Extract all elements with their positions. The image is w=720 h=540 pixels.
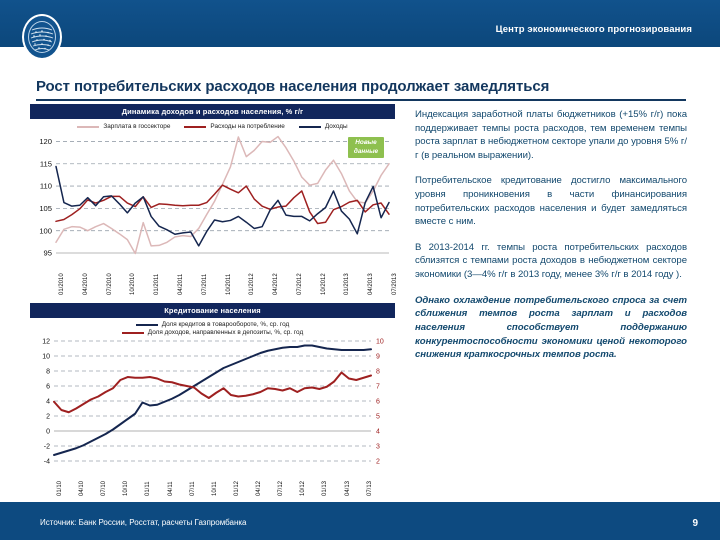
x-tick-label: 01/12 [233, 480, 240, 496]
svg-text:2: 2 [46, 413, 50, 421]
x-tick-label: 07/2012 [296, 273, 303, 295]
footer-band [0, 502, 720, 540]
svg-text:2: 2 [376, 458, 380, 465]
page-title: Рост потребительских расходов населения продолжает замедляться [36, 78, 550, 95]
chart-incomes-expenses [30, 104, 398, 297]
x-tick-label: 01/2011 [154, 273, 161, 295]
svg-text:0: 0 [46, 428, 50, 436]
x-tick-label: 04/10 [79, 480, 86, 496]
x-tick-label: 07/12 [278, 480, 285, 496]
svg-text:8: 8 [376, 368, 380, 376]
svg-text:95: 95 [43, 248, 52, 257]
commentary-paragraph: В 2013-2014 гг. темпы роста потребительских расходов сблизятся с темпами роста доходов в небюджетном секторе экономики (3—4% г/г в 2013 году, менее 3% г/г в 2014 году ). [415, 241, 687, 281]
legend-swatch-line [136, 324, 158, 326]
svg-text:105: 105 [39, 203, 52, 213]
x-tick-label: 04/12 [256, 480, 263, 496]
legend-label: Доля кредитов в товарообороте, %, ср. год [161, 321, 290, 328]
svg-text:3: 3 [376, 443, 380, 451]
chart2-title: Кредитование населения [30, 303, 395, 318]
x-tick-label: 04/13 [344, 480, 351, 496]
commentary-paragraph: Потребительское кредитование достигло максимального уровня проникновения в части финансирования потребительских расходов населения и будет замедляться вместе с ним. [415, 175, 687, 228]
x-tick-label: 01/10 [57, 480, 63, 496]
globe-emblem-logo-icon [22, 14, 62, 60]
legend-swatch-line [184, 126, 206, 128]
svg-text:4: 4 [46, 398, 50, 406]
x-tick-label: 07/2011 [201, 273, 208, 295]
legend-label: Доходы [324, 123, 348, 130]
x-tick-label: 07/2010 [106, 273, 113, 295]
svg-text:7: 7 [376, 383, 380, 391]
commentary-paragraph: Однако охлаждение потребительского спроса за счет сближения темпов роста зарплат и расходов населения способствует поддержанию конкурентоспособности экономики ценой некоторого снижения краткосрочных темпов роста. [415, 294, 687, 361]
brand-title: Центр экономического прогнозирования [495, 24, 692, 35]
svg-text:4: 4 [376, 428, 380, 436]
title-divider [36, 99, 686, 101]
x-tick-label: 07/11 [189, 481, 196, 496]
new-data-badge-label: Новые данные [353, 139, 379, 155]
source-note: Источник: Банк России, Росстат, расчеты Газпромбанка [40, 518, 247, 527]
svg-text:-2: -2 [43, 443, 50, 451]
header-band [0, 0, 720, 47]
legend-swatch-line [299, 126, 321, 128]
chart1-canvas [30, 131, 395, 257]
svg-text:5: 5 [376, 413, 380, 421]
svg-text:10: 10 [42, 353, 50, 361]
legend-label: Зарплата в госсекторе [103, 123, 171, 130]
svg-text:12: 12 [42, 338, 50, 346]
chart2-plot-area [30, 337, 395, 465]
svg-text:120: 120 [39, 137, 52, 147]
x-tick-label: 07/2013 [392, 273, 398, 295]
x-tick-label: 10/10 [123, 480, 130, 496]
x-tick-label: 10/11 [211, 481, 218, 496]
legend-item-gov-salary [77, 123, 170, 130]
x-tick-label: 01/13 [322, 480, 329, 496]
svg-text:6: 6 [376, 398, 380, 406]
logo [18, 8, 68, 64]
svg-text:8: 8 [46, 368, 50, 376]
legend-item-deposit-share [122, 329, 303, 336]
legend-item-consumption [184, 123, 284, 130]
page-number: 9 [692, 518, 698, 529]
chart-population-lending [30, 303, 395, 499]
chart1-x-axis-labels [30, 257, 398, 297]
svg-text:6: 6 [46, 383, 50, 391]
x-tick-label: 10/12 [300, 480, 307, 496]
chart2-legend [30, 318, 395, 337]
chart1-title: Динамика доходов и расходов населения, % г/г [30, 104, 395, 119]
legend-label: Доля доходов, направленных в депозиты, %, ср. год [147, 329, 304, 336]
chart1-legend [30, 119, 395, 131]
legend-item-credit-share [136, 321, 290, 328]
x-tick-label: 01/2010 [59, 273, 65, 295]
svg-text:110: 110 [39, 181, 52, 191]
x-tick-label: 04/2013 [368, 273, 375, 295]
legend-item-incomes [299, 123, 348, 130]
svg-text:10: 10 [376, 338, 384, 346]
chart1-plot-area [30, 131, 395, 257]
x-tick-label: 10/2010 [130, 273, 137, 295]
x-tick-label: 01/11 [145, 481, 152, 496]
legend-swatch-line [77, 126, 99, 128]
x-tick-label: 04/2012 [273, 273, 280, 295]
chart2-canvas [30, 337, 395, 465]
logo-fingerprint-icon [24, 16, 60, 58]
commentary-paragraph: Индексация заработной платы бюджетников (+15% г/г) пока поддерживает темпы роста расходов, тем временем темпы роста зарплат в небюджетном секторе упали до уровня 5% г/г (в реальном выражении). [415, 109, 687, 161]
x-tick-label: 07/10 [101, 480, 108, 496]
x-tick-label: 04/2010 [82, 273, 89, 295]
svg-text:9: 9 [376, 353, 380, 361]
legend-swatch-line [122, 332, 144, 334]
x-tick-label: 10/2011 [225, 273, 232, 295]
x-tick-label: 07/13 [366, 480, 373, 496]
x-tick-label: 01/2012 [249, 273, 256, 295]
legend-label: Расходы на потребление [210, 123, 285, 130]
new-data-badge [348, 137, 384, 158]
svg-text:-4: -4 [43, 458, 50, 465]
commentary-column [415, 108, 687, 374]
x-tick-label: 10/2012 [320, 273, 327, 295]
svg-text:115: 115 [39, 159, 52, 169]
x-tick-label: 04/11 [167, 481, 174, 496]
x-tick-label: 01/2013 [344, 273, 351, 295]
x-tick-label: 04/2011 [177, 273, 184, 295]
svg-text:100: 100 [39, 226, 52, 236]
chart2-x-axis-labels [30, 465, 395, 499]
